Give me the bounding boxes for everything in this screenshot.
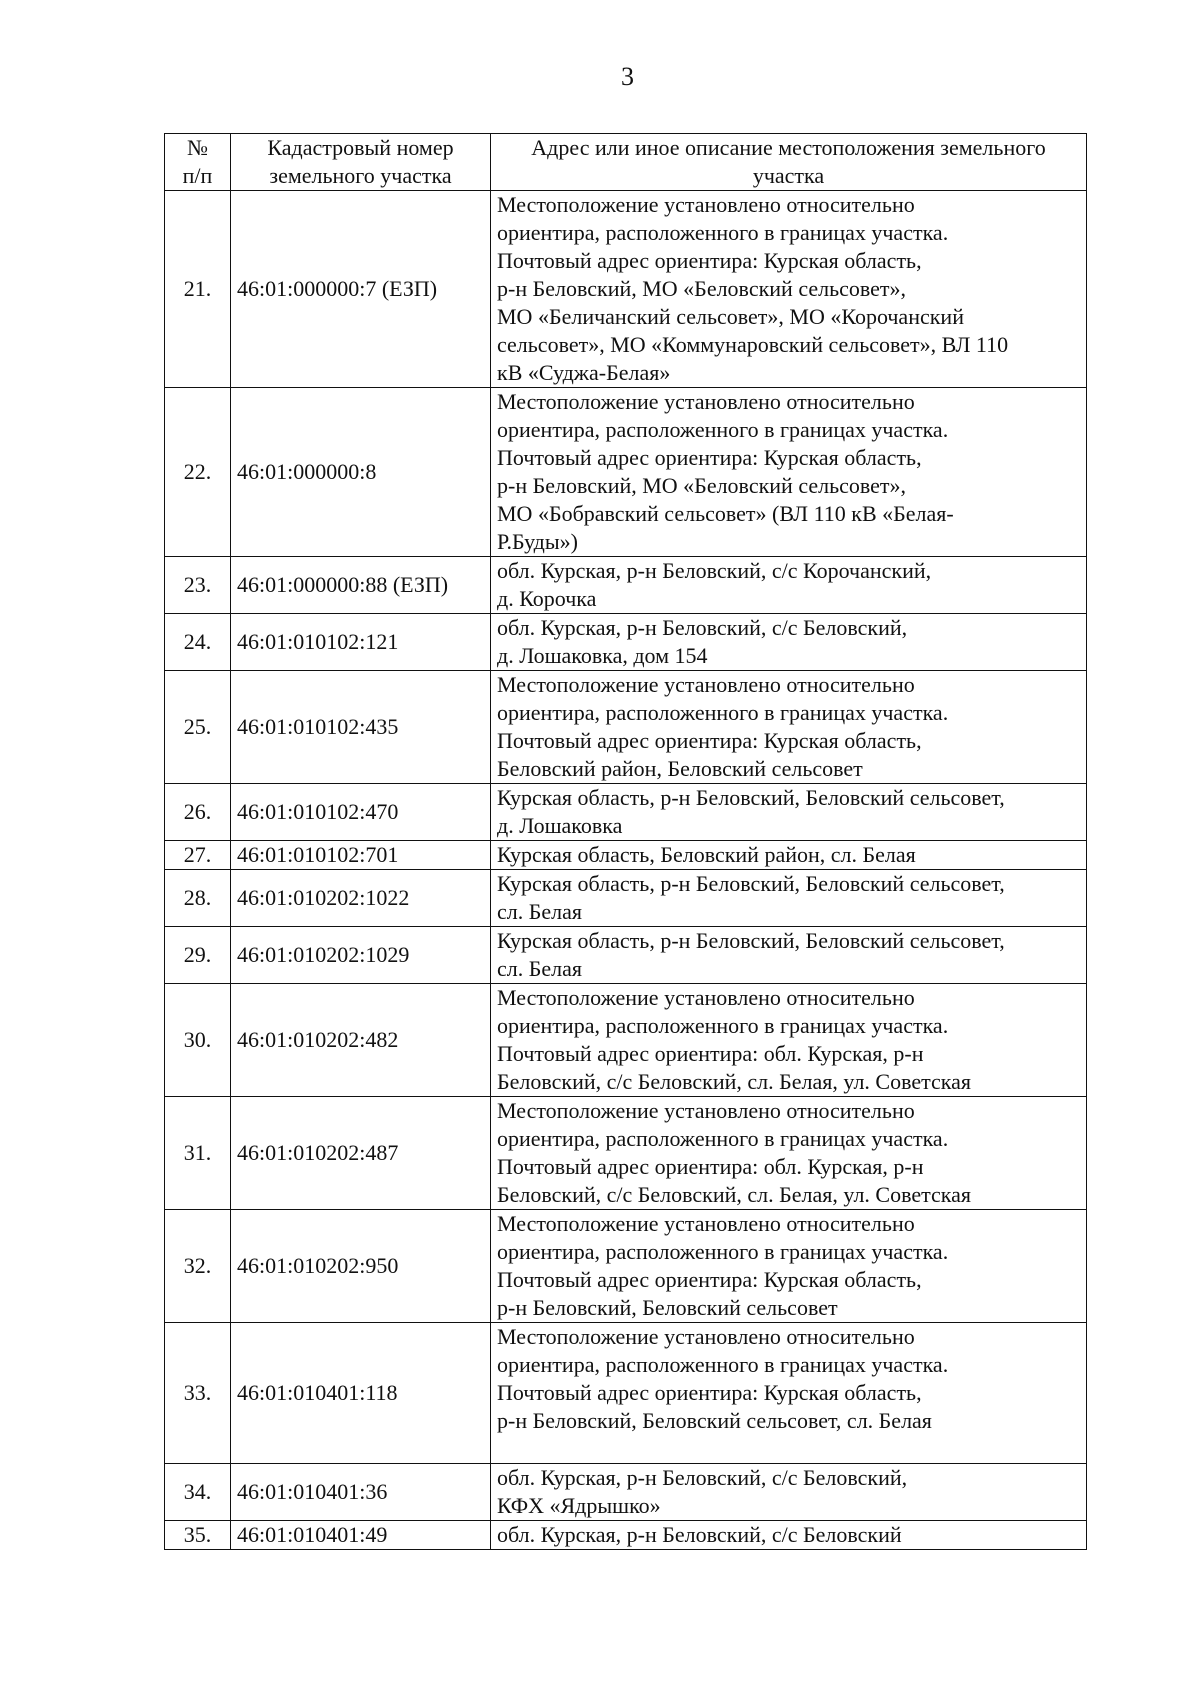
address-line: обл. Курская, р-н Беловский, с/с Беловский,: [497, 1465, 908, 1490]
address-line: сл. Белая: [497, 956, 583, 981]
address-line: Местоположение установлено относительно: [497, 1098, 915, 1123]
address-line: Беловский, с/с Беловский, сл. Белая, ул. Советская: [497, 1069, 972, 1094]
cadastral-number: 46:01:000000:7 (ЕЗП): [231, 191, 491, 388]
address-description: [491, 1464, 1087, 1521]
address-line: р-н Беловский, Беловский сельсовет, сл. Белая: [497, 1408, 932, 1433]
header-address-line: Адрес или иное описание местоположения земельного: [531, 135, 1046, 160]
address-line: Местоположение установлено относительно: [497, 1324, 915, 1349]
address-line: обл. Курская, р-н Беловский, с/с Беловский: [497, 1522, 902, 1547]
header-cadastral: [231, 134, 491, 191]
address-line: Курская область, р-н Беловский, Беловский сельсовет,: [497, 871, 1005, 896]
address-description: [491, 388, 1087, 557]
header-cadastral-line: Кадастровый номер: [267, 135, 454, 160]
row-number: 23.: [165, 557, 231, 614]
header-address: [491, 134, 1087, 191]
row-number: 32.: [165, 1210, 231, 1323]
address-line: Местоположение установлено относительно: [497, 192, 915, 217]
address-line: Почтовый адрес ориентира: Курская область,: [497, 728, 922, 753]
page-number: 3: [621, 62, 634, 91]
cadastral-number: 46:01:010202:487: [231, 1097, 491, 1210]
address-description: [491, 841, 1087, 870]
cadastral-number: 46:01:010102:470: [231, 784, 491, 841]
address-line: Почтовый адрес ориентира: обл. Курская, р-н: [497, 1041, 924, 1066]
parcels-table: [164, 133, 1087, 1550]
table-row: [165, 841, 1087, 870]
address-line: Р.Буды»): [497, 529, 578, 554]
address-line: ориентира, расположенного в границах участка.: [497, 700, 949, 725]
table-row: [165, 1097, 1087, 1210]
address-line: Беловский район, Беловский сельсовет: [497, 756, 863, 781]
table-row: [165, 191, 1087, 388]
address-line: [497, 1435, 1080, 1463]
address-line: Почтовый адрес ориентира: Курская область,: [497, 1267, 922, 1292]
address-line: Курская область, Беловский район, сл. Белая: [497, 842, 916, 867]
address-line: Почтовый адрес ориентира: Курская область,: [497, 248, 922, 273]
header-number: [165, 134, 231, 191]
header-number-line: п/п: [182, 163, 213, 188]
row-number: 31.: [165, 1097, 231, 1210]
table-row: [165, 1210, 1087, 1323]
table-row: [165, 671, 1087, 784]
address-line: д. Лошаковка: [497, 813, 623, 838]
address-line: ориентира, расположенного в границах участка.: [497, 220, 949, 245]
row-number: 26.: [165, 784, 231, 841]
address-description: [491, 784, 1087, 841]
address-line: обл. Курская, р-н Беловский, с/с Корочанский,: [497, 558, 932, 583]
address-line: Курская область, р-н Беловский, Беловский сельсовет,: [497, 785, 1005, 810]
table-row: [165, 557, 1087, 614]
address-description: [491, 927, 1087, 984]
table-row: [165, 870, 1087, 927]
address-description: [491, 191, 1087, 388]
table-row: [165, 784, 1087, 841]
address-description: [491, 870, 1087, 927]
address-line: р-н Беловский, Беловский сельсовет: [497, 1295, 838, 1320]
cadastral-number: 46:01:010401:36: [231, 1464, 491, 1521]
cadastral-number: 46:01:010202:482: [231, 984, 491, 1097]
address-description: [491, 1210, 1087, 1323]
table-row: [165, 388, 1087, 557]
address-line: Почтовый адрес ориентира: обл. Курская, р-н: [497, 1154, 924, 1179]
row-number: 24.: [165, 614, 231, 671]
header-address-line: участка: [752, 163, 825, 188]
cadastral-number: 46:01:000000:88 (ЕЗП): [231, 557, 491, 614]
row-number: 22.: [165, 388, 231, 557]
cadastral-number: 46:01:010401:49: [231, 1521, 491, 1550]
address-line: ориентира, расположенного в границах участка.: [497, 1239, 949, 1264]
row-number: 29.: [165, 927, 231, 984]
address-description: [491, 1521, 1087, 1550]
address-line: р-н Беловский, МО «Беловский сельсовет»,: [497, 276, 907, 301]
table-row: [165, 1521, 1087, 1550]
table-row: [165, 927, 1087, 984]
cadastral-number: 46:01:010102:121: [231, 614, 491, 671]
address-line: р-н Беловский, МО «Беловский сельсовет»,: [497, 473, 907, 498]
table-row: [165, 1323, 1087, 1464]
address-line: ориентира, расположенного в границах участка.: [497, 1352, 949, 1377]
address-line: кВ «Суджа-Белая»: [497, 360, 671, 385]
row-number: 35.: [165, 1521, 231, 1550]
cadastral-number: 46:01:010102:701: [231, 841, 491, 870]
address-line: Почтовый адрес ориентира: Курская область,: [497, 1380, 922, 1405]
table-row: [165, 1464, 1087, 1521]
address-line: Местоположение установлено относительно: [497, 672, 915, 697]
address-description: [491, 984, 1087, 1097]
address-line: МО «Бобравский сельсовет» (ВЛ 110 кВ «Белая-: [497, 501, 954, 526]
address-line: КФХ «Ядрышко»: [497, 1493, 661, 1518]
address-description: [491, 614, 1087, 671]
address-line: обл. Курская, р-н Беловский, с/с Беловский,: [497, 615, 908, 640]
address-line: сл. Белая: [497, 899, 583, 924]
address-line: Курская область, р-н Беловский, Беловский сельсовет,: [497, 928, 1005, 953]
row-number: 34.: [165, 1464, 231, 1521]
address-line: Местоположение установлено относительно: [497, 1211, 915, 1236]
address-line: д. Лошаковка, дом 154: [497, 643, 708, 668]
address-description: [491, 671, 1087, 784]
row-number: 27.: [165, 841, 231, 870]
address-line: Почтовый адрес ориентира: Курская область,: [497, 445, 922, 470]
row-number: 21.: [165, 191, 231, 388]
address-line: ориентира, расположенного в границах участка.: [497, 1013, 949, 1038]
address-line: Местоположение установлено относительно: [497, 985, 915, 1010]
row-number: 25.: [165, 671, 231, 784]
row-number: 33.: [165, 1323, 231, 1464]
cadastral-number: 46:01:010202:1029: [231, 927, 491, 984]
address-line: ориентира, расположенного в границах участка.: [497, 417, 949, 442]
table-row: [165, 984, 1087, 1097]
address-line: Местоположение установлено относительно: [497, 389, 915, 414]
cadastral-number: 46:01:010202:1022: [231, 870, 491, 927]
address-line: д. Корочка: [497, 586, 597, 611]
address-description: [491, 557, 1087, 614]
header-number-line: №: [187, 135, 208, 160]
cadastral-number: 46:01:010401:118: [231, 1323, 491, 1464]
cadastral-number: 46:01:010102:435: [231, 671, 491, 784]
table-row: [165, 614, 1087, 671]
address-line: сельсовет», МО «Коммунаровский сельсовет», ВЛ 110: [497, 332, 1009, 357]
header-cadastral-line: земельного участка: [269, 163, 452, 188]
table-header-row: [165, 134, 1087, 191]
address-line: ориентира, расположенного в границах участка.: [497, 1126, 949, 1151]
row-number: 28.: [165, 870, 231, 927]
address-line: Беловский, с/с Беловский, сл. Белая, ул. Советская: [497, 1182, 972, 1207]
address-description: [491, 1323, 1087, 1464]
cadastral-number: 46:01:010202:950: [231, 1210, 491, 1323]
address-line: МО «Беличанский сельсовет», МО «Корочанский: [497, 304, 964, 329]
cadastral-number: 46:01:000000:8: [231, 388, 491, 557]
row-number: 30.: [165, 984, 231, 1097]
address-description: [491, 1097, 1087, 1210]
